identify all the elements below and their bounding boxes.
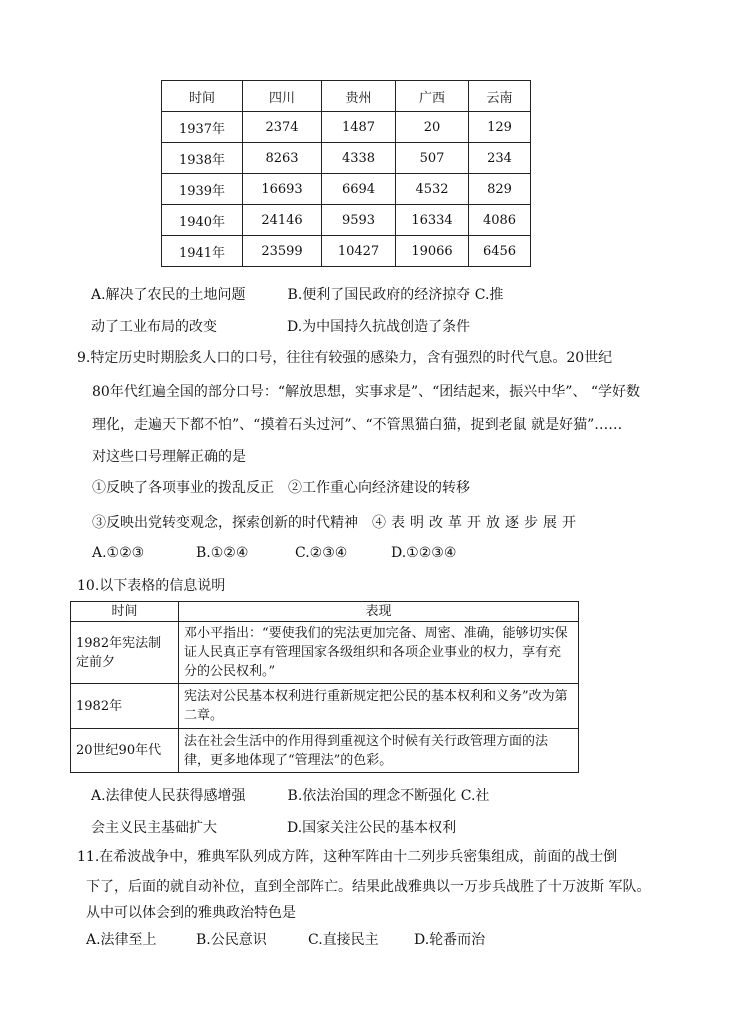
table-cell: 16334 [396,205,469,236]
table-header-cell: 时间 [162,81,243,112]
q9-option: B.①②④ [196,545,249,561]
data-table [161,80,531,267]
q9-item [92,512,581,532]
q9-item-4: ④表明改革开放逐步展开 [372,515,581,531]
q9-item: ①反映了各项事业的拨乱反正 ②工作重心向经济建设的转移 [92,480,470,496]
q10-stem: 10.以下表格的信息说明 [77,578,226,594]
q11-stem-line: 从中可以体会到的雅典政治特色是 [86,905,296,921]
q9-stem-line: 9.特定历史时期脍炙人口的口号，往往有较强的感染力，含有强烈的时代气息。20世纪 [77,350,613,366]
table-cell: 234 [469,143,531,174]
table-cell: 2374 [243,112,322,143]
q10-option-line: A.法律使人民获得感增强 B.依法治国的理念不断强化 C.社 [91,788,490,804]
table-cell: 4086 [469,205,531,236]
table-row [162,174,531,205]
table-row [71,684,579,729]
q9-option: D.①②③④ [391,545,457,561]
table-cell: 20 [396,112,469,143]
table-cell: 1938年 [162,143,243,174]
q11-stem-line: 下了，后面的就自动补位，直到全部阵亡。结果此战雅典以一万步兵战胜了十万波斯 军队。 [86,879,651,895]
table-cell: 20世纪90年代 [71,729,179,773]
table-header-cell: 云南 [469,81,531,112]
table-cell: 507 [396,143,469,174]
table-cell: 1940年 [162,205,243,236]
q9-item-3: ③反映出党转变观念，探索创新的时代精神 [92,515,372,531]
q11-option: C.直接民主 [308,932,379,948]
table-cell: 1982年宪法制定前夕 [71,622,179,684]
table-header-row [71,602,579,622]
q11-option: B.公民意识 [196,932,267,948]
q9-stem-line: 对这些口号理解正确的是 [92,449,246,465]
table-cell: 10427 [322,236,396,267]
q9-option: C.②③④ [295,545,348,561]
q8-option-line: 动了工业布局的改变 D.为中国持久抗战创造了条件 [91,319,471,335]
table-cell: 23599 [243,236,322,267]
q9-option: A.①②③ [92,545,145,561]
table-header-cell: 时间 [71,602,179,622]
table-row [162,236,531,267]
table-cell: 19066 [396,236,469,267]
table-row [71,622,579,684]
table-cell: 法在社会生活中的作用得到重视这个时候有关行政管理方面的法律，更多地体现了“管理法”的色彩。 [179,729,579,773]
table-cell: 1939年 [162,174,243,205]
table-cell: 6456 [469,236,531,267]
table-cell: 6694 [322,174,396,205]
table-cell: 8263 [243,143,322,174]
q10-table [70,601,579,773]
table-header-cell: 表现 [179,602,579,622]
table-row [162,112,531,143]
table-cell: 9593 [322,205,396,236]
table-header-row [162,81,531,112]
table-cell: 24146 [243,205,322,236]
q11-stem-line: 11.在希波战争中，雅典军队列成方阵，这种军阵由十二列步兵密集组成，前面的战士倒 [77,849,618,865]
q11-option: A.法律至上 [86,932,157,948]
table-cell: 1937年 [162,112,243,143]
table-header-cell: 四川 [243,81,322,112]
q11-option: D.轮番而治 [414,932,486,948]
table-cell: 邓小平指出：“要使我们的宪法更加完备、周密、准确，能够切实保证人民真正享有管理国家各级组织和各项企业事业的权力，享有充分的公民权利。” [179,622,579,684]
table-row [71,729,579,773]
table-cell: 829 [469,174,531,205]
table-header-cell: 广西 [396,81,469,112]
q8-option-line: A.解决了农民的土地问题 B.便利了国民政府的经济掠夺 C.推 [91,287,504,303]
table-cell: 129 [469,112,531,143]
table-cell: 4532 [396,174,469,205]
table-header-cell: 贵州 [322,81,396,112]
table-cell: 16693 [243,174,322,205]
table-cell: 4338 [322,143,396,174]
q9-stem-line: 理化，走遍天下都不怕”、“摸着石头过河”、“不管黑猫白猫，捉到老鼠 就是好猫”…… [92,417,623,433]
table-row [162,205,531,236]
q9-stem-line: 80年代红遍全国的部分口号：“解放思想，实事求是”、“团结起来，振兴中华”、 “学好数 [92,384,641,400]
table-cell: 宪法对公民基本权利进行重新规定把公民的基本权利和义务”改为第二章。 [179,684,579,729]
table-cell: 1487 [322,112,396,143]
table-cell: 1941年 [162,236,243,267]
table-row [162,143,531,174]
table-cell: 1982年 [71,684,179,729]
q10-option-line: 会主义民主基础扩大 D.国家关注公民的基本权利 [91,820,457,836]
